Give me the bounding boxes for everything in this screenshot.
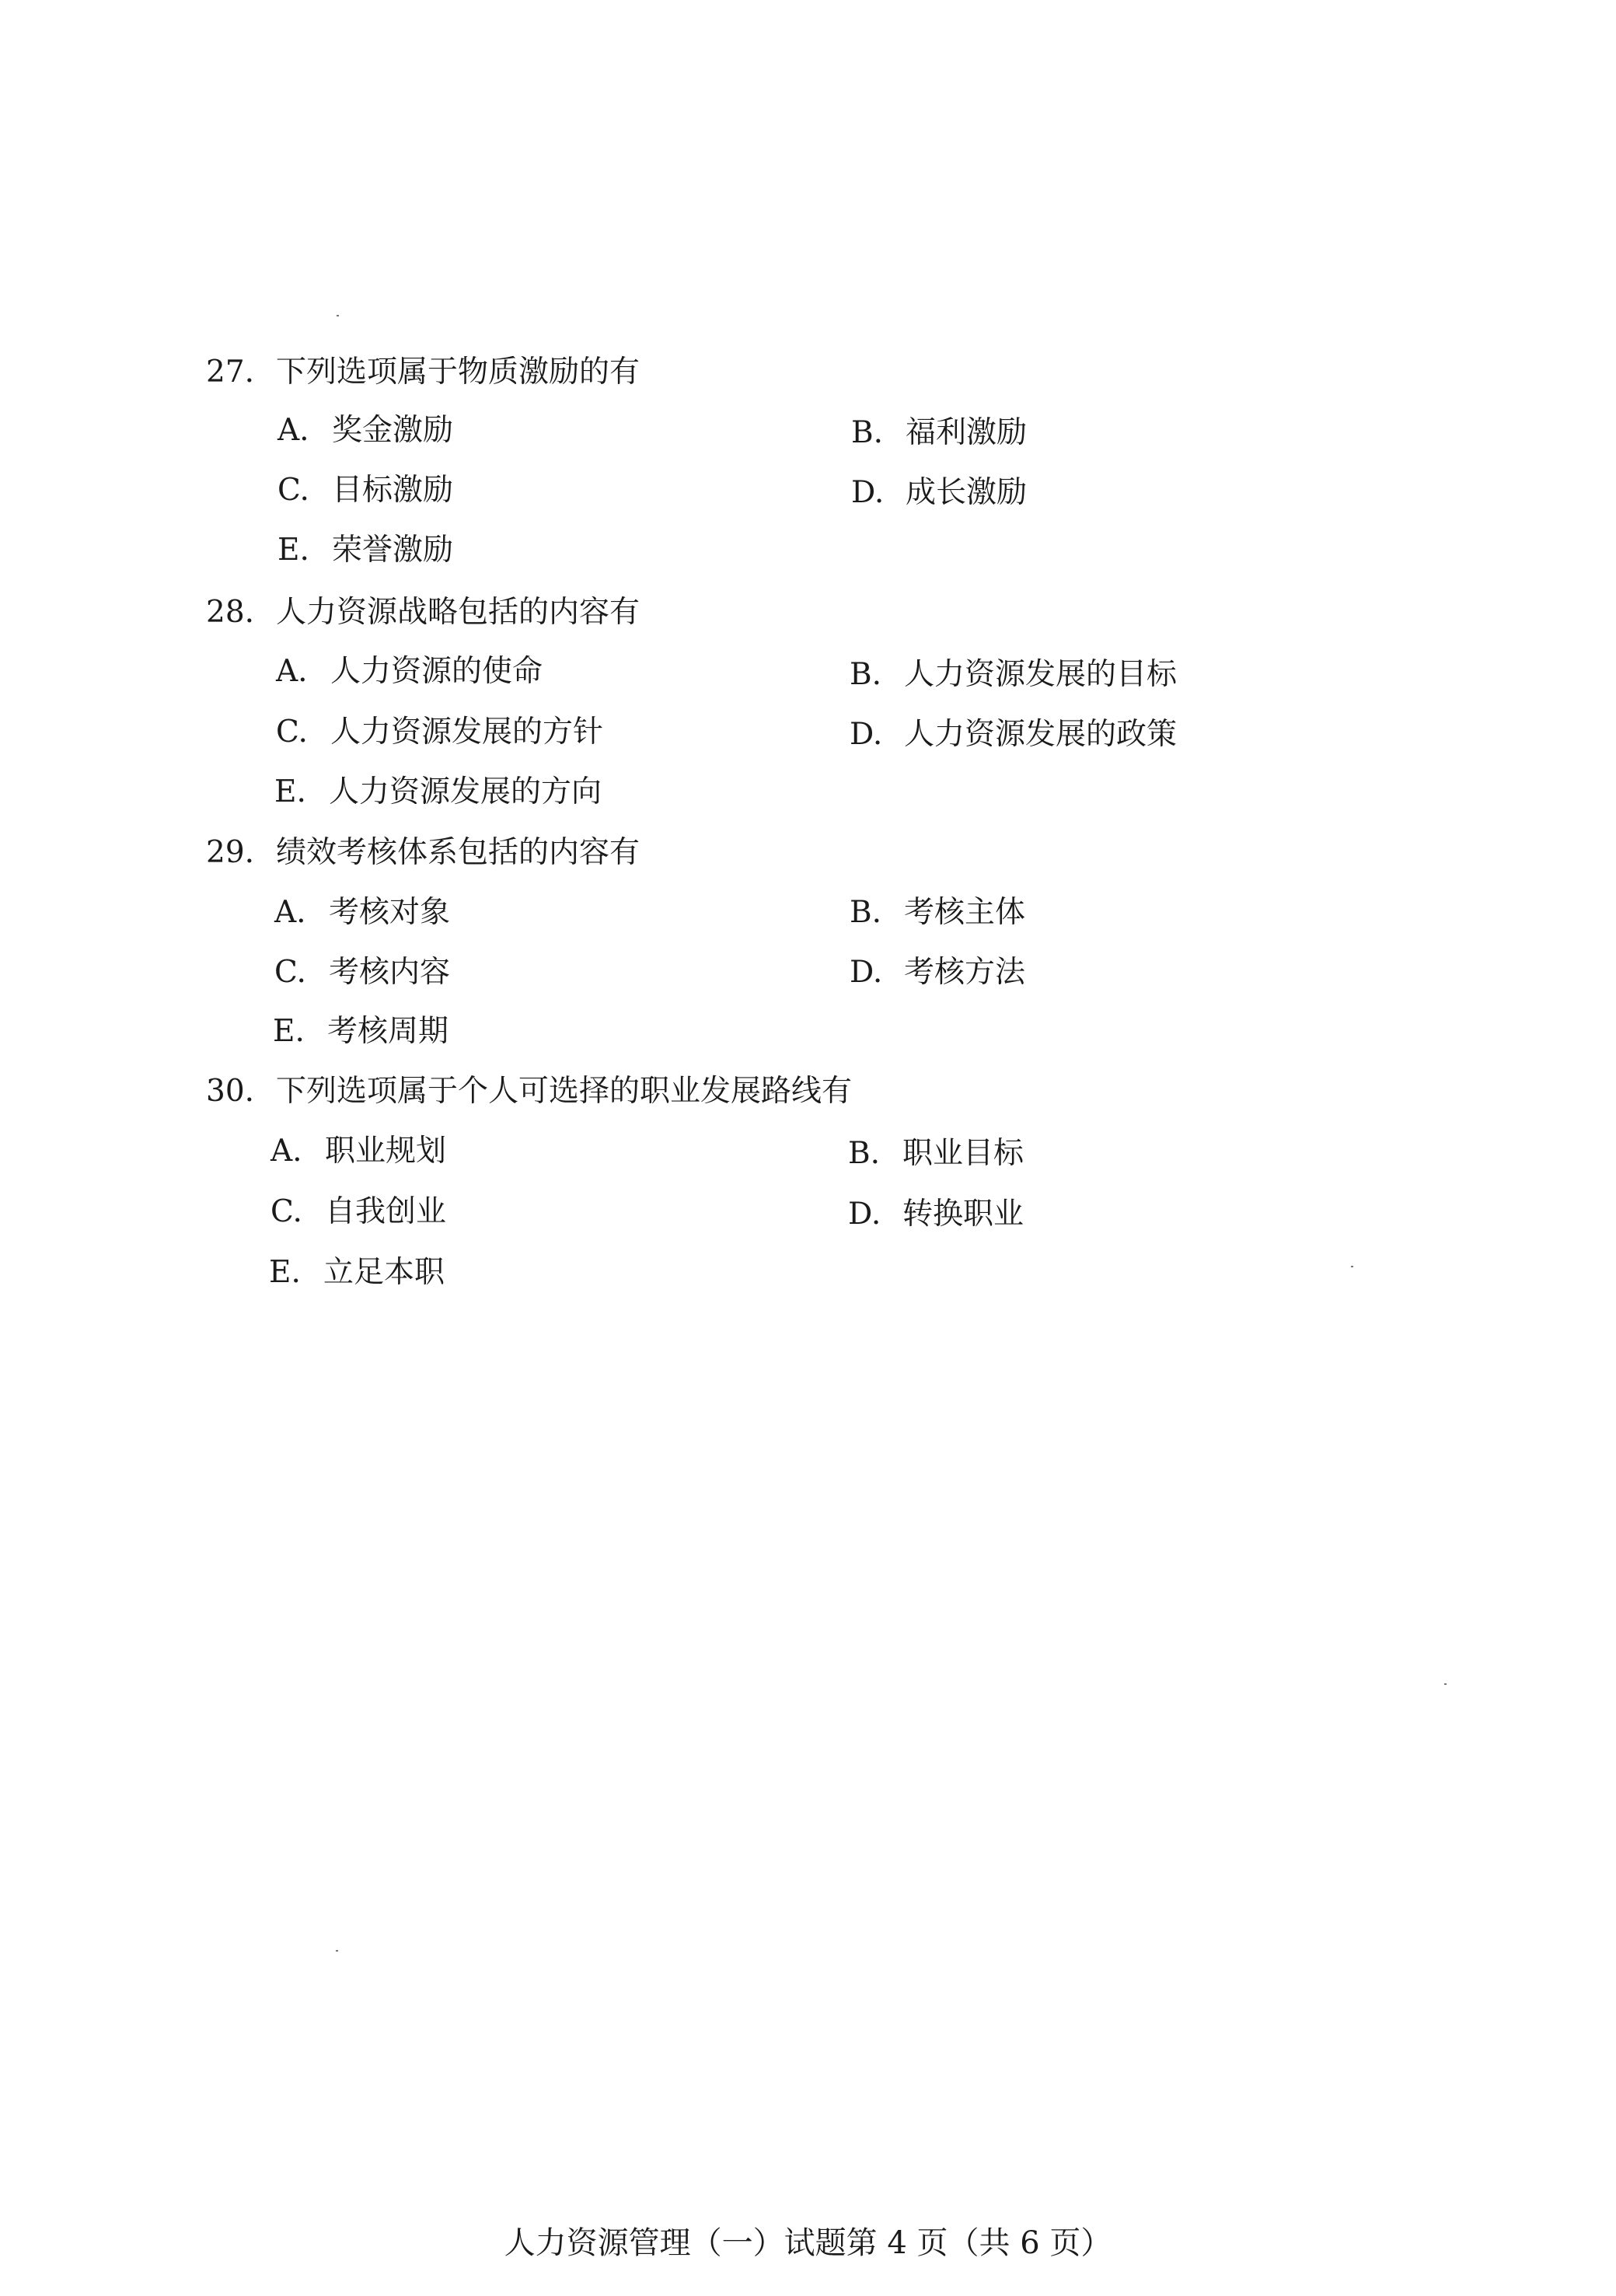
option-c: C. 目标激励 [277, 473, 454, 508]
option-b: B. 考核主体 [850, 895, 1026, 930]
question-30 [206, 1073, 1527, 1290]
option-d: D. 考核方法 [850, 955, 1026, 990]
option-a: A. 职业规划 [270, 1134, 447, 1169]
option-b: B. 福利激励 [851, 415, 1028, 450]
question-stem: 下列选项属于个人可选择的职业发展路线有 [276, 1074, 853, 1109]
page-footer: 人力资源管理（一）试题第 4 页（共 6 页） [504, 2225, 1112, 2261]
option-e: E. 荣誉激励 [277, 533, 454, 568]
question-number: 27. [206, 355, 255, 390]
question-28 [206, 594, 1527, 809]
question-stem: 人力资源战略包括的内容有 [276, 595, 640, 630]
option-c: C. 人力资源发展的方针 [276, 715, 604, 750]
question-stem: 下列选项属于物质激励的有 [276, 355, 640, 390]
option-a: A. 奖金激励 [277, 413, 454, 448]
option-e: E. 人力资源发展的方向 [274, 774, 602, 809]
option-b: B. 职业目标 [848, 1136, 1024, 1171]
option-b: B. 人力资源发展的目标 [850, 657, 1178, 692]
question-27 [206, 354, 1527, 568]
scan-speck [1351, 1266, 1353, 1267]
option-e: E. 立足本职 [269, 1255, 445, 1290]
option-a: A. 考核对象 [274, 895, 451, 930]
option-a: A. 人力资源的使命 [276, 654, 543, 689]
option-d: D. 成长激励 [851, 475, 1028, 510]
option-c: C. 考核内容 [274, 955, 451, 990]
question-stem: 绩效考核体系包括的内容有 [276, 835, 640, 870]
scan-speck [337, 315, 339, 316]
option-d: D. 转换职业 [848, 1197, 1024, 1232]
option-c: C. 自我创业 [270, 1194, 447, 1229]
question-number: 29. [206, 835, 255, 870]
option-e: E. 考核周期 [273, 1014, 449, 1049]
option-d: D. 人力资源发展的政策 [850, 717, 1178, 752]
question-number: 28. [206, 595, 255, 630]
question-29 [206, 834, 1527, 1049]
question-number: 30. [206, 1074, 255, 1109]
scan-speck [1444, 1683, 1447, 1685]
scan-speck [336, 1950, 338, 1952]
